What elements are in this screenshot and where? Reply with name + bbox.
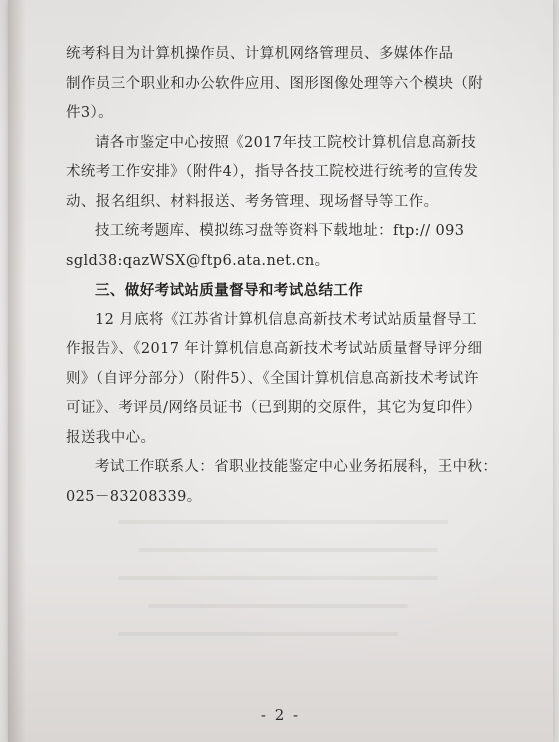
bleed-through-mark: [138, 548, 438, 552]
text-line: 025－83208339。: [66, 488, 202, 505]
text-line: 考试工作联系人：省职业技能鉴定中心业务拓展科，王中秋：: [95, 459, 498, 475]
paragraph-download: [66, 217, 516, 276]
bleed-through-mark: [118, 632, 398, 636]
text-line: 则》（自评分部分）（附件5）、《全国计算机信息高新技术考试许: [66, 370, 479, 387]
text-line: 动、报名组织、材料报送、考务管理、现场督导等工作。: [66, 193, 439, 210]
text-line: 术统考工作安排》（附件4），指导各技工院校进行统考的宣传发: [66, 164, 479, 180]
paragraph-guidance: [66, 129, 516, 218]
text-line: 可证》、考评员/网络员证书（已到期的交原件，其它为复印件）: [66, 400, 482, 416]
page-edge-shadow: [8, 0, 26, 742]
text-line: 报送我中心。: [66, 429, 156, 446]
page-number: - 2 -: [260, 706, 301, 724]
paragraph-exam-subjects: [66, 40, 516, 129]
text-line: 作报告》、《2017 年计算机信息高新技术考试站质量督导评分细: [66, 341, 483, 357]
bleed-through-mark: [118, 576, 438, 580]
text-line: 请各市鉴定中心按照《2017年技工院校计算机信息高新技: [95, 134, 477, 151]
body-text: [66, 40, 516, 512]
text-line: 件3）。: [66, 105, 114, 121]
text-line: 统考科目为计算机操作员、计算机网络管理员、多媒体作品: [66, 46, 454, 62]
text-line: 制作员三个职业和办公软件应用、图形图像处理等六个模块（附: [66, 75, 484, 92]
text-line: sgld38:qazWSX@ftp6.ata.net.cn。: [66, 252, 330, 269]
paper-page: [8, 0, 553, 742]
text-line: 技工统考题库、模拟练习盘等资料下载地址：ftp:// 093: [95, 223, 465, 239]
bleed-through-mark: [118, 520, 448, 524]
text-line: 12 月底将《江苏省计算机信息高新技术考试站质量督导工: [95, 311, 477, 328]
heading-text: 三、做好考试站质量督导和考试总结工作: [95, 282, 364, 299]
paragraph-contact: [66, 453, 516, 512]
bleed-through-mark: [148, 604, 408, 608]
paragraph-report: [66, 306, 516, 454]
section-heading: [66, 276, 516, 306]
